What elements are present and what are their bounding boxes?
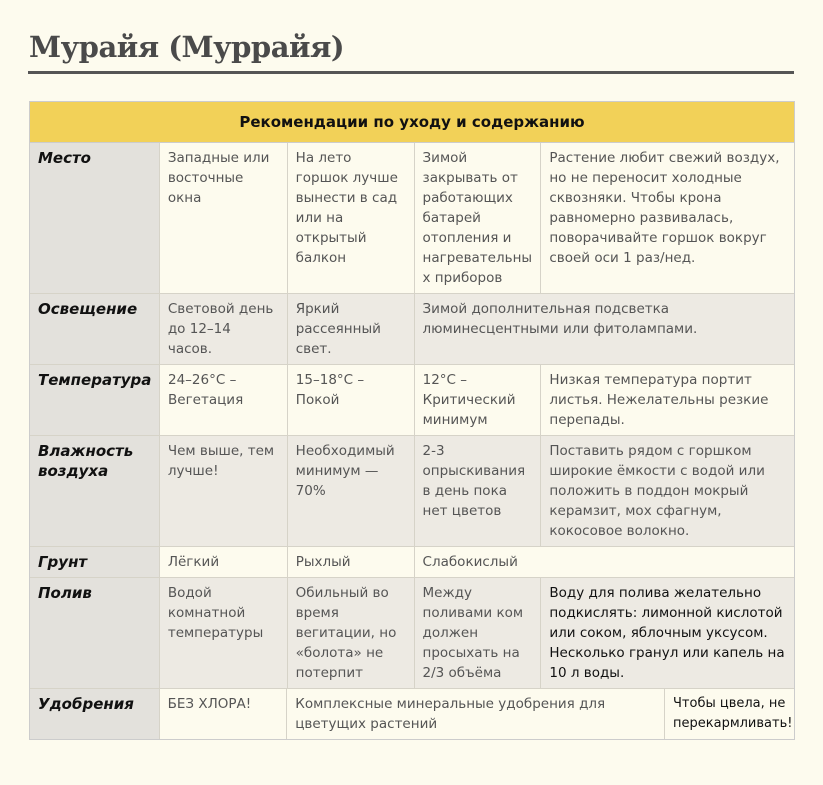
- table-cell: Низкая температура портит листья. Нежелательны резкие перепады.: [541, 365, 794, 435]
- table-cell: Зимой дополнительная подсветка люминесцентными или фитолампами.: [415, 294, 794, 364]
- table-cell: Лёгкий: [160, 547, 288, 577]
- table-row-lighting: [30, 294, 794, 365]
- table-cell: Обильный во время вегитации, но «болота» не потерпит: [288, 578, 415, 688]
- table-cell: Чем выше, тем лучше!: [160, 436, 288, 546]
- row-label: Освещение: [30, 294, 160, 364]
- row-label: Грунт: [30, 547, 160, 577]
- table-cell: Воду для полива желательно подкислять: лимонной кислотой или соком, яблочным уксусом. Несколько гранул или капель на 10 л воды.: [541, 578, 794, 688]
- table-row-temperature: [30, 365, 794, 436]
- table-cell: Рыхлый: [288, 547, 415, 577]
- table-cell: 12°C – Критический минимум: [415, 365, 542, 435]
- table-cell: На лето горшок лучше вынести в сад или на открытый балкон: [288, 143, 415, 293]
- table-cell: Необходимый минимум — 70%: [288, 436, 415, 546]
- table-cell: Западные или восточные окна: [160, 143, 288, 293]
- table-cell: Слабокислый: [415, 547, 794, 577]
- table-cell: Зимой закрывать от работающих батарей отопления и нагревательны х приборов: [415, 143, 542, 293]
- row-label: Удобрения: [30, 689, 160, 739]
- care-table: [29, 101, 795, 740]
- table-cell: 24–26°C – Вегетация: [160, 365, 288, 435]
- row-label: Температура: [30, 365, 160, 435]
- table-row-humidity: [30, 436, 794, 547]
- table-row-soil: [30, 547, 794, 578]
- table-cell: Растение любит свежий воздух, но не переносит холодные сквозняки. Чтобы крона равномерно развивалась, поворачивайте горшок вокруг своей оси 1 раз/нед.: [541, 143, 794, 293]
- table-cell: Яркий рассеянный свет.: [288, 294, 415, 364]
- table-cell: Чтобы цвела, не перекармливать!: [665, 689, 794, 739]
- row-label: Место: [30, 143, 160, 293]
- table-cell: Поставить рядом с горшком широкие ёмкости с водой или положить в поддон мокрый керамзит, мох сфагнум, кокосовое волокно.: [541, 436, 794, 546]
- table-cell: 2-3 опрыскивания в день пока нет цветов: [415, 436, 542, 546]
- title-underline: [28, 71, 794, 74]
- table-row-location: [30, 143, 794, 294]
- page-title: Мурайя (Муррайя): [29, 30, 345, 64]
- table-cell: 15–18°C – Покой: [288, 365, 415, 435]
- table-cell: Световой день до 12–14 часов.: [160, 294, 288, 364]
- table-header: Рекомендации по уходу и содержанию: [30, 102, 794, 143]
- table-cell: БЕЗ ХЛОРА!: [160, 689, 288, 739]
- table-row-fertilizer: [30, 689, 794, 739]
- table-cell: Водой комнатной температуры: [160, 578, 288, 688]
- table-cell: Комплексные минеральные удобрения для цветущих растений: [287, 689, 665, 739]
- table-cell: Между поливами ком должен просыхать на 2/3 объёма: [415, 578, 542, 688]
- row-label: Влажность воздуха: [30, 436, 160, 546]
- row-label: Полив: [30, 578, 160, 688]
- table-row-watering: [30, 578, 794, 689]
